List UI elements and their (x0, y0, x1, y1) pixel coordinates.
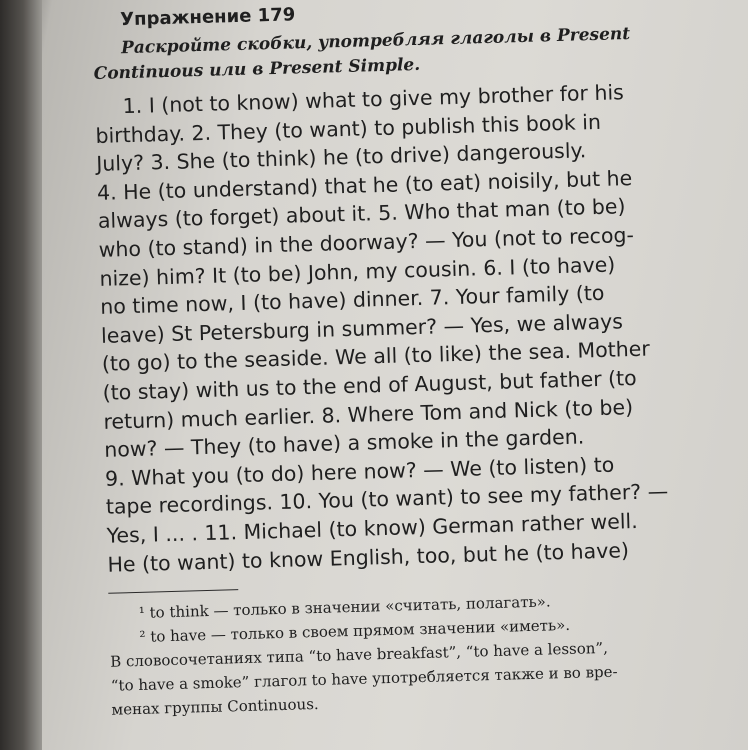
instructions-line-1: Раскройте скобки, употребляя глаголы в Present (120, 23, 631, 59)
exercise-instructions (93, 19, 724, 87)
body-line: July? 3. She (to think) he (to drive) dangerously. (95, 138, 587, 177)
body-line: 4. He (to understand) that he (to eat) noisily, but he (96, 165, 633, 205)
exercise-title: Упражнение 179 (119, 4, 296, 31)
body-line: return) much earlier. 8. Where Tom and Nick (to be) (103, 394, 634, 434)
footnote-divider (108, 589, 238, 594)
page-content (92, 0, 742, 722)
body-line: nize) him? It (to be) John, my cousin. 6. I (to have) (99, 252, 616, 291)
footnotes (109, 584, 742, 722)
body-line: Yes, I ... . 11. Michael (to know) German rather well. (106, 508, 639, 548)
footnote-2: ² to have — только в своем прямом значении «иметь». (139, 615, 571, 647)
footnote-text-line: менах группы Continuous. (111, 695, 319, 719)
body-line: tape recordings. 10. You (to want) to see my father? — (105, 479, 669, 520)
body-line: 1. I (not to know) what to give my brother for his (122, 80, 625, 119)
body-line: always (to forget) about it. 5. Who that man (to be) (97, 194, 626, 234)
body-line: leave) St Petersburg in summer? — Yes, we always (100, 309, 624, 348)
body-line: (to go) to the seaside. We all (to like) the sea. Mother (101, 336, 651, 377)
body-line: who (to stand) in the doorway? — You (not to recog- (98, 222, 635, 262)
exercise-body (94, 75, 737, 578)
body-line: birthday. 2. They (to want) to publish this book in (95, 109, 602, 148)
footnote-text-line: “to have a smoke” глагол to have употребляется также и во вре- (110, 662, 618, 695)
instructions-line-2: Continuous или в Present Simple. (93, 54, 421, 84)
body-line: no time now, I (to have) dinner. 7. Your family (to (99, 280, 605, 320)
book-spine-shadow (0, 0, 42, 750)
body-line: 9. What you (to do) here now? — We (to listen) to (104, 452, 615, 491)
body-line: now? — They (to have) a smoke in the garden. (103, 424, 585, 462)
body-line: (to stay) with us to the end of August, but father (to (102, 365, 637, 405)
footnote-text-line: В словосочетаниях типа “to have breakfast”, “to have a lesson”, (109, 638, 609, 671)
footnote-1: ¹ to think — только в значении «считать, полагать». (138, 592, 551, 623)
body-line: He (to want) to know English, too, but he (to have) (107, 537, 630, 577)
